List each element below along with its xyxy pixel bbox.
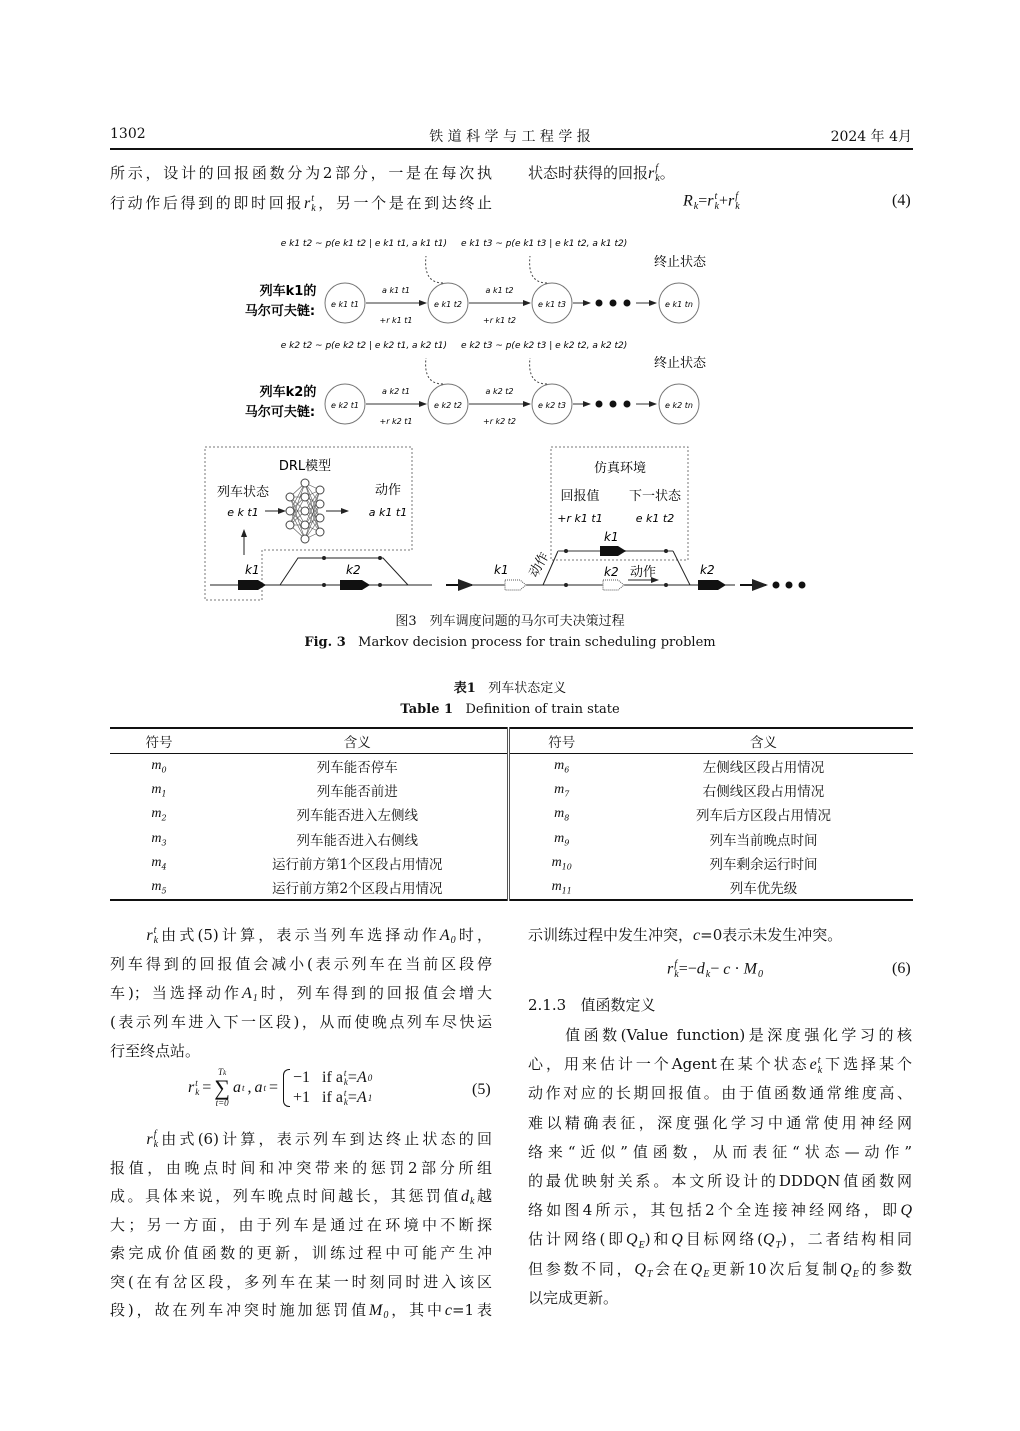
next-state-label: 下一状态 xyxy=(628,489,682,504)
text-run: =1表 xyxy=(451,1301,492,1319)
text-run: 会在 xyxy=(652,1259,691,1278)
sim-env-label: 仿真环境 xyxy=(593,461,647,476)
text-run: 络来“近似”值函数，从而表征“状态—动作” xyxy=(528,1142,912,1161)
text-run: 示训练过程中发生冲突， xyxy=(528,926,694,944)
dashed-arrow xyxy=(530,358,547,384)
action-symbol: a k1 t1 xyxy=(382,286,410,295)
neural-network-icon xyxy=(286,479,324,543)
state-symbol: e k1 t2 xyxy=(434,300,462,309)
text-run: 目标网络( xyxy=(682,1230,763,1249)
table-row xyxy=(110,802,913,827)
table-label-cn: 表1 xyxy=(453,681,476,696)
text-line xyxy=(110,1011,492,1033)
text-run: ，其中 xyxy=(388,1301,445,1319)
state-symbol: e k1 t1 xyxy=(331,300,359,309)
math-symbol: A 1 xyxy=(241,985,258,1005)
text-run xyxy=(110,926,146,944)
table-label-en: Table 1 xyxy=(400,702,454,717)
brace-icon xyxy=(283,1069,290,1107)
neuron xyxy=(286,493,294,501)
ghost-k2-label: k2 xyxy=(604,565,619,579)
dashed-arrow xyxy=(426,256,443,283)
text-run: 行动作后得到的即时回报 xyxy=(110,194,304,212)
equals-sign: = xyxy=(202,1079,212,1096)
table-row xyxy=(110,827,913,852)
math-symbol: r f k xyxy=(667,959,679,980)
meaning-cell: 列车优先级 xyxy=(729,881,798,898)
drl-model-label: DRL模型 xyxy=(278,459,332,474)
neuron xyxy=(316,514,324,522)
state-symbol: e k t1 xyxy=(227,506,259,519)
action-symbol: a k1 t1 xyxy=(368,506,408,519)
dashed-arrow xyxy=(426,358,443,384)
header-meaning: 含义 xyxy=(208,728,508,753)
ghost-k1-label: k1 xyxy=(494,563,509,577)
text-run: 突(在有岔区段，多列车在某一时刻同时进入该区 xyxy=(110,1272,492,1291)
symbol-cell: $m_6$ xyxy=(554,757,570,775)
text-run: 时，列车得到的回报值会增大 xyxy=(257,984,492,1002)
moved-k1-label: k1 xyxy=(604,530,619,544)
action-symbol: a k2 t2 xyxy=(485,387,514,396)
reward-symbol: +r k1 t1 xyxy=(557,512,603,525)
text-run: 状态时获得的回报 xyxy=(528,164,649,182)
equation-4-number: (4) xyxy=(892,192,911,209)
text-run: )和 xyxy=(644,1230,672,1249)
text-line xyxy=(528,1170,912,1192)
text-line xyxy=(110,1185,492,1207)
symbol-cell: $m_8$ xyxy=(554,806,570,824)
math-symbol: Q E xyxy=(840,1260,859,1280)
neuron xyxy=(301,521,309,529)
section-number: 2.1.3 xyxy=(528,996,567,1014)
text-run: 。 xyxy=(659,164,675,182)
reward-value-label: 回报值 xyxy=(560,489,600,504)
figure-3-diagram xyxy=(0,0,1020,620)
transition-probability: e k1 t3 ~ p(e k1 t3 | e k1 t2, a k1 t2) xyxy=(461,239,628,249)
text-line xyxy=(528,1228,912,1250)
neuron xyxy=(316,500,324,508)
text-run: 越 xyxy=(474,1187,492,1205)
page-number: 1302 xyxy=(110,126,146,142)
train-state-label: 列车状态 xyxy=(216,485,270,500)
transition-probability: e k2 t3 ~ p(e k2 t3 | e k2 t2, a k2 t2) xyxy=(461,341,628,351)
state-symbol: e k2 t2 xyxy=(434,401,462,410)
moved-k2-label: k2 xyxy=(700,563,715,577)
reward-symbol: +r k1 t1 xyxy=(379,316,413,325)
math-symbol: r f k xyxy=(648,163,660,185)
issue-date: 2024 年 4月 xyxy=(830,129,912,145)
text-line xyxy=(528,1199,912,1221)
sum-upper: Tk xyxy=(218,1067,227,1077)
text-run: 络如图4所示，其包括2个全连接神经网络，即 xyxy=(528,1201,901,1220)
neuron xyxy=(316,528,324,536)
table-title-text-en: Definition of train state xyxy=(465,702,620,717)
math-symbol: c xyxy=(444,1302,452,1319)
text-run: 动作对应的长期回报值。由于值函数通常维度高、 xyxy=(528,1084,912,1103)
reward-symbol: +r k1 t2 xyxy=(482,316,517,325)
journal-title: 铁 道 科 学 与 工 程 学 报 xyxy=(429,129,591,145)
chain-label: 马尔可夫链: xyxy=(244,405,316,420)
table-row xyxy=(110,851,913,876)
symbol-cell: $m_5$ xyxy=(151,879,167,897)
text-run: 车)；当选择动作 xyxy=(110,984,242,1002)
math-symbol: d k xyxy=(460,1188,475,1208)
header-symbol: 符号 xyxy=(508,728,614,753)
meaning-cell: 列车能否进入右侧线 xyxy=(208,827,508,852)
text-run: 索完成价值函数的更新，训练过程中可能产生冲 xyxy=(110,1244,492,1262)
state-symbol: e k1 t3 xyxy=(538,300,566,309)
chain-label: 列车k1的 xyxy=(259,284,317,299)
state-symbol: e k2 t1 xyxy=(331,401,359,410)
text-line xyxy=(110,1214,492,1236)
text-run: 更新10次后复制 xyxy=(709,1259,841,1278)
text-run: 值函数(Value function)是深度强化学习的核 xyxy=(528,1026,912,1044)
math-symbol: Q xyxy=(900,1202,912,1220)
text-run: 下选择某个 xyxy=(822,1055,912,1074)
text-run: 但参数不同， xyxy=(528,1259,635,1278)
text-run: 的最优映射关系。本文所设计的DDDQN值函数网 xyxy=(528,1172,912,1190)
section-heading xyxy=(528,994,656,1015)
ellipsis-dot xyxy=(610,300,617,307)
ellipsis-dot xyxy=(624,300,631,307)
reward-symbol: +r k2 t1 xyxy=(379,417,413,426)
terminal-state-label: 终止状态 xyxy=(653,356,707,371)
sum-term: a t xyxy=(232,1079,245,1096)
chain-label: 马尔可夫链: xyxy=(244,304,316,319)
ellipsis-dot xyxy=(624,401,631,408)
meaning-cell: 运行前方第2个区段占用情况 xyxy=(208,876,508,901)
text-line xyxy=(110,1299,492,1321)
header-symbol: 符号 xyxy=(110,728,208,753)
section-title: 值函数定义 xyxy=(580,996,656,1014)
table-title-text-cn: 列车状态定义 xyxy=(488,681,567,696)
math-symbol: M 0 xyxy=(369,1302,389,1322)
math-symbol: Q E xyxy=(690,1260,710,1280)
neuron xyxy=(316,486,324,494)
text-line xyxy=(110,1242,492,1264)
neuron xyxy=(286,507,294,515)
state-symbol: e k1 tn xyxy=(665,300,693,309)
math-symbol: Q T xyxy=(762,1231,782,1251)
table-title-en xyxy=(0,702,1020,717)
text-line xyxy=(110,1128,492,1150)
state-symbol: e k2 tn xyxy=(665,401,693,410)
text-run: 所示，设计的回报函数分为2部分，一是在每次执 xyxy=(110,164,492,182)
next-state-symbol: e k1 t2 xyxy=(635,512,675,525)
figure-caption-cn: 图3 列车调度问题的马尔可夫决策过程 xyxy=(395,614,625,629)
text-run: ，另一个是在到达终止 xyxy=(315,194,492,212)
cases xyxy=(293,1069,372,1108)
neuron xyxy=(301,493,309,501)
text-run xyxy=(110,1130,146,1148)
meaning-cell: 列车能否前进 xyxy=(208,778,508,803)
text-line xyxy=(528,1287,912,1309)
symbol-cell: $m_2$ xyxy=(151,806,167,824)
text-line xyxy=(110,1040,492,1062)
text-run: 列车得到的回报值会减小(表示列车在当前区段停 xyxy=(110,955,492,973)
text-line xyxy=(528,924,883,946)
text-run: 由式(5)计算，表示当列车选择动作 xyxy=(158,926,440,944)
table-row xyxy=(110,876,913,901)
sum-icon: ∑ xyxy=(214,1075,230,1100)
math-symbol: A 0 xyxy=(439,927,456,947)
text-run: (表示列车进入下一区段)，从而使晚点列车尽快运 xyxy=(110,1013,492,1031)
symbol-cell: $m_{11}$ xyxy=(551,879,572,897)
meaning-cell: 列车当前晚点时间 xyxy=(709,832,818,849)
text-run: + xyxy=(718,192,728,210)
meaning-cell: 左侧线区段占用情况 xyxy=(702,759,825,776)
case-1: −1 if a t k =A 0 xyxy=(293,1068,373,1087)
math-symbol: R k xyxy=(683,192,699,212)
text-line xyxy=(528,1024,912,1046)
table-title-cn xyxy=(0,677,1020,696)
state-symbol: e k2 t3 xyxy=(538,401,566,410)
transition-probability: e k1 t2 ~ p(e k1 t2 | e k1 t1, a k1 t1) xyxy=(280,239,447,249)
header-meaning: 含义 xyxy=(614,728,913,753)
text-line xyxy=(528,1053,912,1075)
math-symbol: M 0 xyxy=(743,960,763,980)
text-run: 成。具体来说，列车晚点时间越长，其惩罚值 xyxy=(110,1187,461,1205)
table-row xyxy=(110,778,913,803)
equation-6-number: (6) xyxy=(892,960,911,977)
text-run: 大；另一方面，由于列车是通过在环境中不断探 xyxy=(110,1215,492,1234)
ellipsis-dot xyxy=(610,401,617,408)
text-run: · xyxy=(730,960,744,978)
equation-5-number: (5) xyxy=(472,1081,491,1098)
neuron xyxy=(301,479,309,487)
math-symbol: d k xyxy=(696,960,711,980)
action-symbol: a k2 t1 xyxy=(382,387,410,396)
ellipsis-dot xyxy=(596,300,603,307)
chain-label: 列车k2的 xyxy=(259,385,317,400)
case-2: +1 if a t k =A 1 xyxy=(293,1088,373,1108)
text-run: 时， xyxy=(455,926,492,944)
math-symbol: c xyxy=(693,927,701,944)
sum-lower: t=0 xyxy=(215,1098,229,1108)
text-line xyxy=(110,1271,492,1293)
text-run: = xyxy=(698,192,708,210)
text-line xyxy=(528,1112,912,1134)
dashed-arrow xyxy=(530,256,547,283)
math-symbol: r f k xyxy=(727,191,740,212)
math-symbol: Q T xyxy=(634,1260,653,1280)
train-k1-label: k1 xyxy=(245,563,260,577)
text-run: 报值，由晚点时间和冲突带来的惩罚2部分所组 xyxy=(110,1158,492,1177)
text-line xyxy=(528,1082,912,1104)
symbol-cell: $m_0$ xyxy=(151,757,167,775)
text-line xyxy=(110,162,492,184)
text-line xyxy=(110,1157,492,1179)
symbol-cell: $m_1$ xyxy=(151,781,167,799)
fig-label: Fig. 3 xyxy=(304,635,346,650)
case-variable: a t xyxy=(254,1079,266,1096)
action-tag-main: 动作 xyxy=(630,565,657,580)
symbol-cell: $m_7$ xyxy=(554,781,570,799)
transition-probability: e k2 t2 ~ p(e k2 t2 | e k2 t1, a k2 t1) xyxy=(280,341,447,351)
text-line xyxy=(110,192,492,214)
math-symbol: Q E xyxy=(626,1231,645,1251)
math-symbol: r t k xyxy=(707,191,719,212)
math-symbol: e t k xyxy=(809,1054,823,1076)
text-run: 由式(6)计算，表示列车到达终止状态的回 xyxy=(158,1130,492,1148)
equation-5: r t k = Tk ∑ t=0 a t , a t = −1 if a t k =A 0 +1 if a t k =A 1 xyxy=(188,1067,373,1108)
text-run: 心，用来估计一个Agent在某个状态 xyxy=(528,1055,810,1074)
text-run: 难以精确表征，深度强化学习中通常使用神经网 xyxy=(528,1113,912,1132)
math-symbol: Q xyxy=(671,1231,683,1249)
symbol-cell: $m_3$ xyxy=(151,830,167,848)
text-run: =− xyxy=(678,960,697,978)
text-run: 估计网络(即 xyxy=(528,1230,627,1249)
text-line xyxy=(528,162,728,184)
text-run: =0表示未发生冲突。 xyxy=(700,926,843,944)
train-state-table xyxy=(110,727,913,901)
symbol-cell: $m_{10}$ xyxy=(551,855,572,873)
math-symbol: r t k xyxy=(303,193,316,215)
action-symbol: a k1 t2 xyxy=(485,286,514,295)
text-run: − xyxy=(710,960,724,978)
eq5-lhs: r t k xyxy=(188,1078,200,1098)
math-symbol: c xyxy=(723,960,731,978)
text-line xyxy=(110,953,492,975)
math-symbol: r f k xyxy=(146,1129,159,1151)
meaning-cell: 列车后方区段占用情况 xyxy=(696,808,831,825)
neuron xyxy=(286,521,294,529)
meaning-cell: 列车能否停车 xyxy=(208,753,508,778)
neuron xyxy=(301,507,309,515)
meaning-cell: 列车能否进入左侧线 xyxy=(208,802,508,827)
meaning-cell: 列车剩余运行时间 xyxy=(709,857,818,874)
reward-symbol: +r k2 t2 xyxy=(482,417,517,426)
text-run: 段)，故在列车冲突时施加惩罚值 xyxy=(110,1301,370,1319)
fig-title: Markov decision process for train scheduling problem xyxy=(358,635,716,650)
text-run: 以完成更新。 xyxy=(528,1288,619,1307)
action-label: 动作 xyxy=(374,483,402,498)
train-k2-label: k2 xyxy=(346,563,361,577)
text-line xyxy=(528,1258,912,1280)
action-tag-diagonal: 动作 xyxy=(526,549,553,580)
text-run: )，二者结构相同 xyxy=(781,1230,912,1249)
meaning-cell: 运行前方第1个区段占用情况 xyxy=(208,851,508,876)
meaning-cell: 右侧线区段占用情况 xyxy=(702,783,825,800)
train-k1-icon xyxy=(238,580,266,590)
terminal-state-label: 终止状态 xyxy=(653,255,707,270)
text-line xyxy=(528,1141,912,1163)
symbol-cell: $m_4$ xyxy=(151,855,167,873)
text-run: 的参数 xyxy=(858,1259,912,1278)
table-row xyxy=(110,753,913,778)
text-line xyxy=(110,924,492,946)
equation-6 xyxy=(667,960,763,980)
symbol-cell: $m_9$ xyxy=(554,830,570,848)
figure-caption-en xyxy=(0,635,1020,650)
neuron xyxy=(301,535,309,543)
math-symbol: r t k xyxy=(146,925,159,947)
summation xyxy=(214,1068,230,1108)
ellipsis-dot xyxy=(596,401,603,408)
train-k2-icon xyxy=(340,580,370,590)
text-run: 行至终点站。 xyxy=(110,1042,201,1060)
text-line xyxy=(110,982,492,1004)
